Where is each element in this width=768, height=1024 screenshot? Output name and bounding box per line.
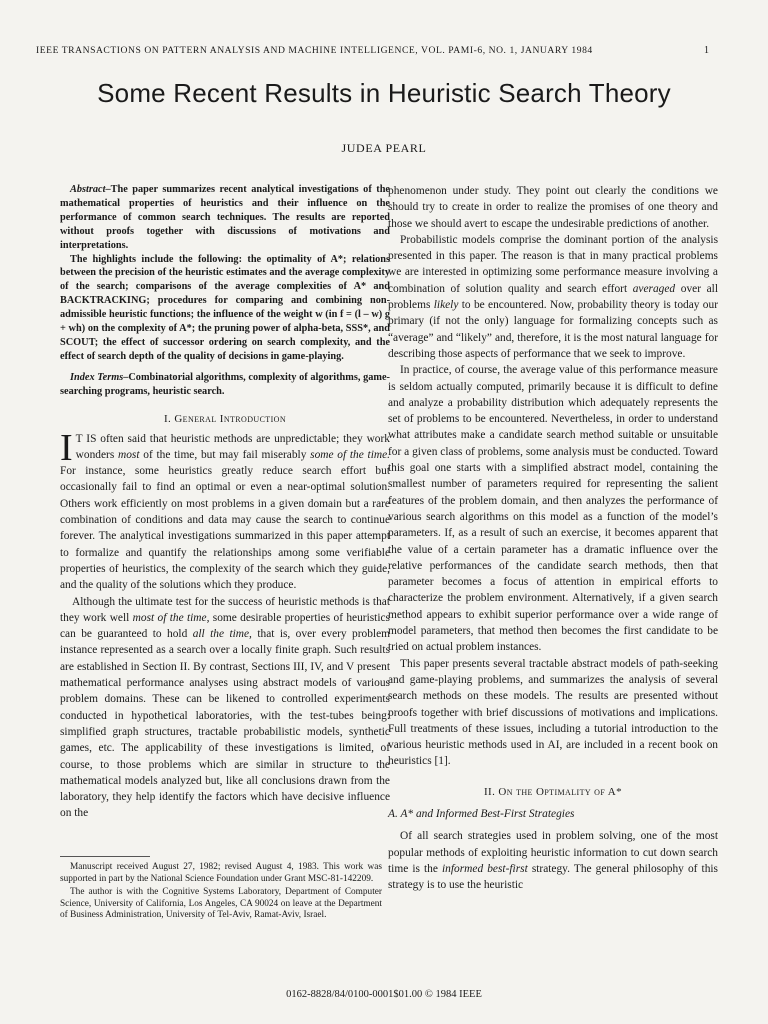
abstract-lead: Abstract xyxy=(70,184,106,195)
s2-p1-text-b: strategy. The general philosophy of this strategy is to use the heuristic xyxy=(388,862,718,892)
intro-paragraph-1 xyxy=(60,426,390,594)
intro-p2-text-b: some desirable properties of heuristics can be guaranteed to hold xyxy=(60,611,390,641)
abstract-paragraph-2: The highlights include the following: the optimality of A*; relations between the precision of the heuristic estimates and the average complexity of the search; comparisons of the average complexities of A* and BACKTRACKING; procedures for comparing and combining non-admissible heuristic functions; the influence of the weight w (in f = (l – w) g + wh) on the complexity of A*; the pruning power of alpha-beta, SSS*, and SCOUT; the effect of successor ordering on search complexity, and the effect of search depth of the quality of decisions in game-playing. xyxy=(60,253,390,362)
s2-p1-emphasis: informed best-first xyxy=(442,862,528,875)
right-p2-text-a: Probabilistic models comprise the dominant portion of the analysis presented in this paper. The reason is that in many practical problems we are interested in optimizing some performance measure involving a combination of solution quality and search effort xyxy=(388,233,718,295)
right-paragraph-1: phenomenon under study. They point out clearly the conditions we should try to create in order to realize the promises of one theory and those we should avert to escape the undesirable predictions of another. xyxy=(388,185,718,230)
intro-p1-text-b: of the time, but may fail miserably xyxy=(139,448,311,461)
introduction-body xyxy=(60,426,390,822)
right-p2-text-b: over all problems xyxy=(388,282,718,312)
drop-cap: I xyxy=(60,426,73,469)
right-body xyxy=(388,183,718,893)
subsection-heading: A. A* and Informed Best-First Strategies xyxy=(388,807,575,820)
footnote-affiliation: The author is with the Cognitive Systems Laboratory, Department of Computer Science, University of California, Los Angeles, CA 90024 on leave at the Department of Business Administration, University of Tel-Aviv, Ramat-Aviv, Israel. xyxy=(60,887,382,921)
intro-p1-emphasis-2: some of the time. xyxy=(310,448,390,461)
author-name: JUDEA PEARL xyxy=(341,141,427,155)
intro-p2-emphasis-1: most of the time, xyxy=(132,611,210,624)
section-heading-introduction: I. General Introduction xyxy=(163,412,287,425)
intro-p2-text-a: Although the ultimate test for the success of heuristic methods is that they work well xyxy=(60,595,390,624)
intro-paragraph-2 xyxy=(60,594,390,822)
intro-p1-text-c: For instance, some heuristics greatly reduce search effort but occasionally fail to find an optimal or even a near-optimal solution. Others work efficiently on most problems in a given domain but a rare combination of conditions and data may cause the search to continue forever. The analytical investigations summarized in this paper attempt to formalize and quantify the relationships among some verifiable properties of heuristics, the complexity of the search which they guide, and the quality of the solutions which they produce. xyxy=(60,465,390,592)
footnote-manuscript: Manuscript received August 27, 1982; revised August 4, 1983. This work was supported in part by the National Science Foundation under Grant MSC-81-142209. xyxy=(60,862,382,884)
right-paragraph-3: In practice, of course, the average value of this performance measure is seldom actually computed, primarily because it is difficult to define and analyze a probability distribution which adequately represents the set of problems to be encountered. Nevertheless, in order to understand what attributes make a candidate search method suitable or unsuitable for a given class of problems, some analysis must be conducted. Toward this goal one starts with a simplified abstract model, containing the smallest number of parameters required for representing the salient features of the problem domain, and then analyzes the performance of various search algorithms on this model as a function of the model’s parameters. If, as a result of such an exercise, it becomes apparent that the value of a certain parameter has a dramatic influence over the relative performances of the candidate search methods, then that parameter becomes a focus of attention in empirical efforts to characterize the problem environment. Alternatively, if a given search method appears to exhibit superior performance over a wide range of model parameters, that method then becomes the first candidate to be tried on actual problem instances. xyxy=(388,364,718,654)
intro-p1-emphasis-1: most xyxy=(117,448,140,461)
footnote-rule xyxy=(60,856,150,857)
right-p2-emphasis-1: averaged xyxy=(632,282,676,295)
abstract-text-1: –The paper summarizes recent analytical investigations of the mathematical properties of heuristics and their influence on the performance of common search techniques. The results are reported without proofs together with discussions of motivations and interpretations. xyxy=(60,184,390,251)
index-terms-lead: Index Terms xyxy=(70,371,124,383)
abstract xyxy=(60,183,390,399)
right-paragraph-2 xyxy=(388,232,718,362)
index-terms-text: –Combinatorial algorithms, complexity of algorithms, game-searching programs, heuristic search. xyxy=(60,371,390,397)
footnote xyxy=(60,862,382,922)
section-heading-optimality: II. On the Optimality of A* xyxy=(483,785,622,798)
intro-p2-emphasis-2: all the time, xyxy=(192,628,252,641)
copyright-line: 0162-8828/84/0100-0001$01.00 © 1984 IEEE xyxy=(286,989,482,1000)
paper-title: Some Recent Results in Heuristic Search Theory xyxy=(97,78,671,108)
left-column xyxy=(60,183,390,822)
intro-p2-text-c: that is, over every problem instance represented as a search over a locally finite graph. Such results are established in Section II. By contrast, Sections III, IV, and V present mathematical performance analyses using abstract models of various problem domains. These can be likened to controlled experiments conducted in hypothetical laboratories, with the test-tubes being: simplified graph structures, tractable probabilistic models, synthetic games, etc. The applicability of these investigations is limited, of course, to those problems which are similar in structure to the mathematical models analyzed but, like all conclusions drawn from the laboratory, they help identify the factors which have decisive influence on the xyxy=(60,628,390,820)
intro-p1-text-a: T IS often said that heuristic methods are unpredictable; they work wonders xyxy=(75,432,390,461)
abstract-paragraph-1 xyxy=(60,183,390,253)
running-head: IEEE TRANSACTIONS ON PATTERN ANALYSIS AND MACHINE INTELLIGENCE, VOL. PAMI-6, NO. 1, JANUARY 1984 xyxy=(36,45,593,56)
section2-paragraph-1 xyxy=(388,828,718,893)
page-number: 1 xyxy=(704,45,709,56)
right-p2-text-c: to be encountered. Now, probability theory is today our primary (if not the only) language for formalizing concepts such as “average” and “likely” and, therefore, it is the most natural language for describing those aspects of performance that we seek to improve. xyxy=(388,299,718,360)
s2-p1-text-a: Of all search strategies used in problem solving, one of the most popular methods of exploiting heuristic information to cut down search time is the xyxy=(388,830,718,875)
right-paragraph-4: This paper presents several tractable abstract models of path-seeking and game-playing problems, and summarizes the analysis of several search methods on these models. The results are presented without proofs together with brief discussions of motivations and implications. Full treatments of these issues, including a tutorial introduction to the various heuristic methods used in AI, are included in a recent book on heuristics [1]. xyxy=(388,657,718,768)
right-p2-emphasis-2: likely xyxy=(433,299,459,312)
index-terms xyxy=(60,371,390,399)
right-column xyxy=(388,183,718,893)
